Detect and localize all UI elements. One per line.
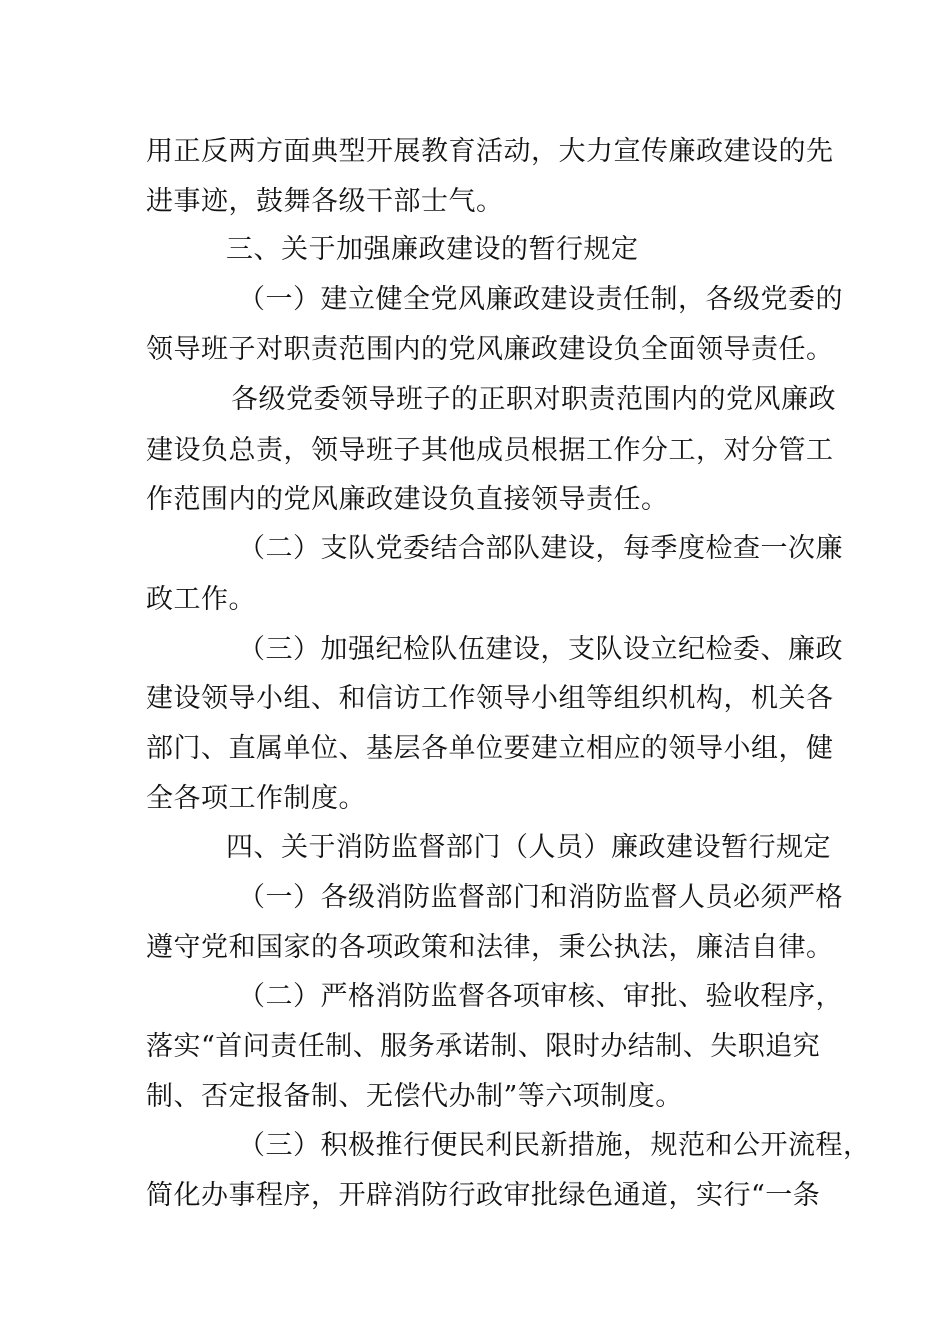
text-line: 政工作。 (146, 584, 256, 615)
text-line: 简化办事程序，开辟消防行政审批绿色通道，实行“一条 (146, 1180, 821, 1211)
section-heading: 四、关于消防监督部门（人员）廉政建设暂行规定 (226, 832, 831, 863)
text-line: 建设领导小组、和信访工作领导小组等组织机构，机关各 (146, 683, 834, 714)
text-line: （一）各级消防监督部门和消防监督人员必须严格 (238, 882, 843, 913)
text-line: 制、否定报备制、无偿代办制”等六项制度。 (146, 1081, 683, 1112)
text-line: （三）积极推行便民利民新措施，规范和公开流程， (238, 1130, 871, 1161)
text-line: 落实“首问责任制、服务承诺制、限时办结制、失职追究 (146, 1031, 821, 1062)
text-line: （一）建立健全党风廉政建设责任制，各级党委的 (238, 284, 843, 315)
text-line: 作范围内的党风廉政建设负直接领导责任。 (146, 484, 669, 515)
text-line: 建设负总责，领导班子其他成员根据工作分工，对分管工 (146, 435, 834, 466)
text-line: 部门、直属单位、基层各单位要建立相应的领导小组，健 (146, 733, 834, 764)
text-line: 各级党委领导班子的正职对职责范围内的党风廉政 (231, 384, 836, 415)
text-line: （二）严格消防监督各项审核、审批、验收程序， (238, 981, 843, 1012)
text-line: 遵守党和国家的各项政策和法律，秉公执法，廉洁自律。 (146, 932, 834, 963)
text-line: 领导班子对职责范围内的党风廉政建设负全面领导责任。 (146, 334, 834, 365)
text-line: 用正反两方面典型开展教育活动，大力宣传廉政建设的先 (146, 136, 834, 167)
section-heading: 三、关于加强廉政建设的暂行规定 (226, 234, 639, 265)
text-line: 全各项工作制度。 (146, 783, 366, 814)
text-line: 进事迹，鼓舞各级干部士气。 (146, 186, 504, 217)
text-line: （三）加强纪检队伍建设，支队设立纪检委、廉政 (238, 634, 843, 665)
text-line: （二）支队党委结合部队建设，每季度检查一次廉 (238, 533, 843, 564)
